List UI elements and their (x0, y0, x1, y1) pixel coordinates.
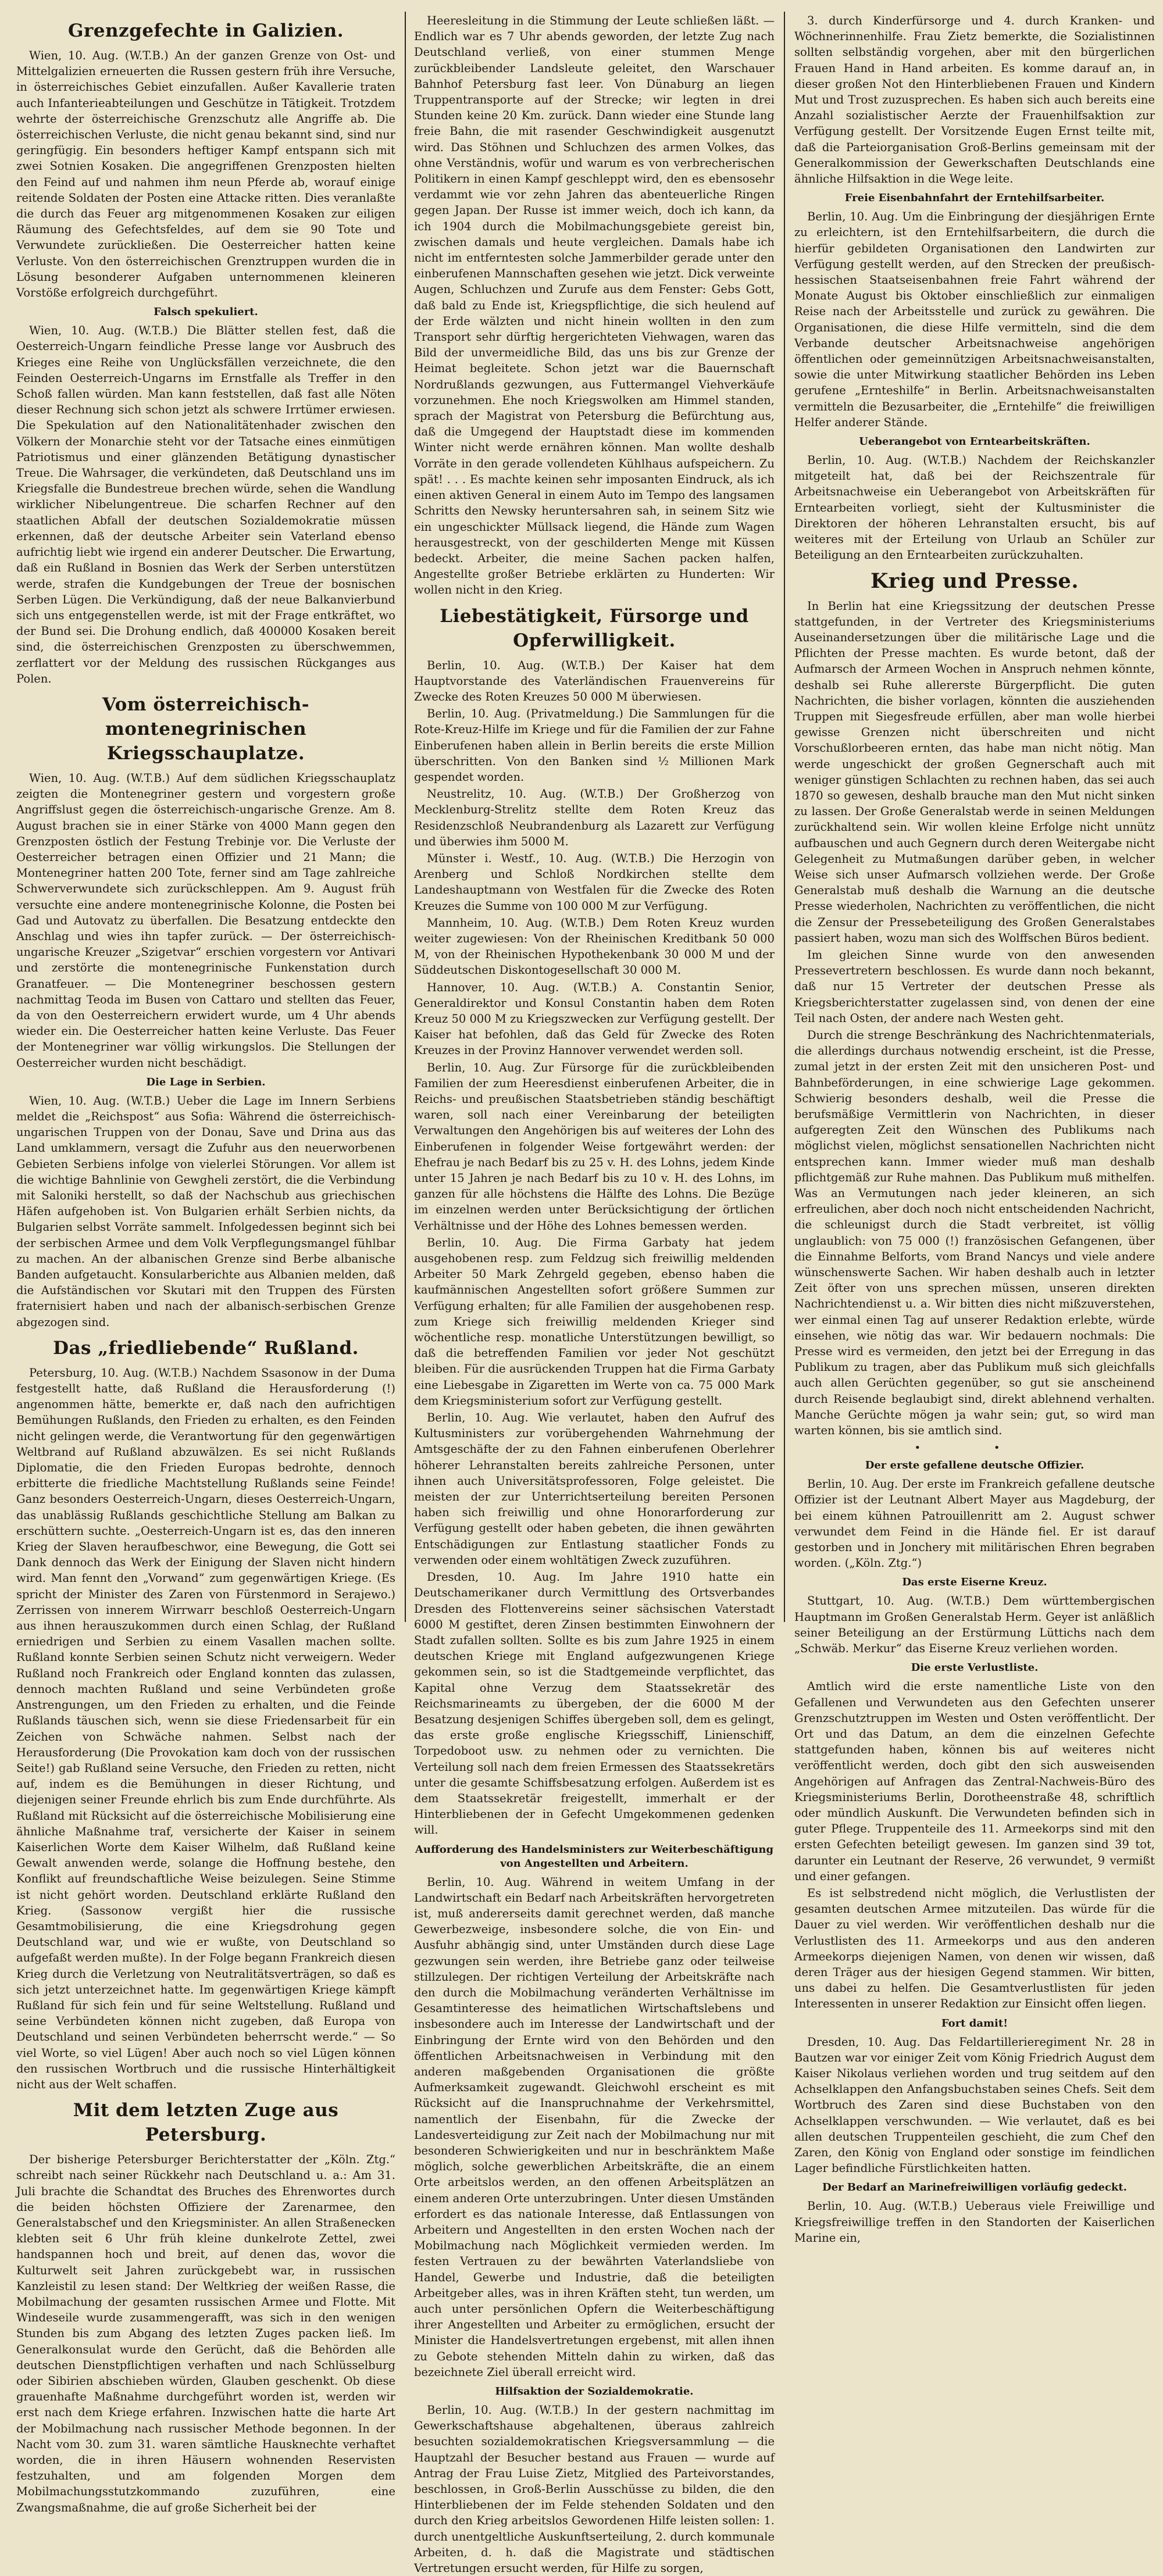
article-paragraph: Wien, 10. Aug. (W.T.B.) Die Blätter stellen fest, daß die Oesterreich-Ungarn feindliche Presse lange vor Ausbruch des Krieges eine Reihe von Unglücksfällen verzeichnete, die den Feinden Oesterreich-Ungarns im Ernstfalle als Treffer in den Schoß fallen würden. Man kann feststellen, daß fast alle Nöten dieser Rechnung sich schon jetzt als schwere Irrtümer erwiesen. Die Spekulation auf den Nationalitätenhader zwischen den Völkern der Monarchie steht vor der Tatsache eines einmütigen Patriotismus und einer glänzenden Betätigung dynastischer Treue. Die Wahrsager, die verkündeten, daß Deutschland uns im Kriegsfalle die Bundestreue brechen würde, sehen die Wandlung wirklicher Nibelungentreue. Die scharfen Rechner auf den staatlichen Abfall der deutschen Sozialdemokratie müssen erkennen, daß der deutsche Arbeiter sein Vaterland ebenso aufrichtig liebt wie irgend ein anderer Deutscher. Die Erwartung, daß ein Rußland in Bosnien das Werk der Serben unterstützen werde, strafen die Kundgebungen der Treue der bosnischen Serben Lügen. Die Verkündigung, daß der neue Balkanvierbund sich uns entgegenstellen werde, ist mit der Frage entkräftet, wo der Bund sei. Die Drohung endlich, daß 400000 Kosaken bereit sind, die österreichischen Grenzposten zu überschwemmen, zerflattert vor der Meldung des russischen Rückganges aus Polen. (16, 324, 395, 685)
article-paragraph: Berlin, 10. Aug. Während in weitem Umfang in der Landwirtschaft ein Bedarf nach Arbeitskräften hervorgetreten ist, muß andererseits damit gerechnet werden, daß manche Gewerbezweige, insbesondere solche, die von Ein- und Ausfuhr abhängig sind, unter Umständen durch diese Lage gezwungen sein werden, ihre Betriebe ganz oder teilweise stillzulegen. Der richtigen Verteilung der Arbeitskräfte nach den durch die Mobilmachung veränderten Verhältnisse im Gesamtinteresse des heimatlichen Wirtschaftslebens und insbesondere auch im Interesse der Landwirtschaft und der Einbringung der Ernte wird von den Behörden und den öffentlichen Arbeitsnachweisen in Verbindung mit den anderen maßgebenden Organisationen die größte Aufmerksamkeit zugewandt. Gleichwohl erscheint es mit Rücksicht auf die Inanspruchnahme der Verkehrsmittel, namentlich der Eisenbahn, für die Zwecke der Landesverteidigung zur Zeit nach der Mobilmachung nur mit besonderen Schwierigkeiten und nur in beschränktem Maße möglich, solche gewerblichen Arbeitskräfte, die an einem Orte arbeitslos werden, an den offenen Arbeitsplätzen an einem anderen Orte unterzubringen. Unter diesen Umständen erfordert es das nationale Interesse, daß Entlassungen von Arbeitern und Angestellten in den ersten Wochen nach der Mobilmachung nach Möglichkeit vermieden werden. Im festen Vertrauen zu der bewährten Vaterlandsliebe von Handel, Gewerbe und Industrie, daß die beteiligten Arbeitgeber alles, was in ihren Kräften steht, tun werden, um auch unter persönlichen Opfern die Weiterbeschäftigung ihrer Angestellten und Arbeiter zu ermöglichen, ersucht der Minister die Handelsvertretungen ergebenst, mit allen ihnen zu Gebote stehenden Mitteln dahin zu wirken, daß das bezeichnete Ziel überall erreicht wird. (414, 1875, 775, 2379)
article-paragraph: In Berlin hat eine Kriegssitzung der deutschen Presse stattgefunden, in der Vertreter des Kriegsministeriums Auseinandersetzungen über die militärische Lage und die Pflichten der Presse machten. Es wurde betont, daß der Aufmarsch der Armeen Wochen in Anspruch nehmen könnte, deshalb sei Ruhe allererste Bürgerpflicht. Die guten Nachrichten, die bisher vorlagen, könnten die ausziehenden Truppen mit Siegesfreude erfüllen, aber man wolle hierbei gewisse Grenzen nicht überschreiten und nicht Vorschußlorbeeren ernten, das habe man nicht nötig. Man werde ungeschickt der großen Gegnerschaft auch mit weniger günstigen Schlachten zu rechnen haben, das sei auch 1870 so gewesen, deshalb brauche man den Mut nicht sinken zu lassen. Der Große Generalstab werde in seinen Meldungen zurückhaltend sein. Wir wollen kleine Erfolge nicht unnütz aufbauschen und auch Gegnern durch deren Weitergabe nicht Gelegenheit zu Mutmaßungen darüber geben, in welcher Weise sich unser Aufmarsch vollziehen werde. Der Große Generalstab muß deshalb die Warnung an die deutsche Presse wiederholen, Nachrichten zu veröffentlichen, die nicht die Zensur der Pressebeteiligung des Großen Generalstabes passiert haben, wozu man sich des Wolffschen Büros bedient. (794, 599, 1155, 945)
heading-petersburg: Mit dem letzten Zuge aus Petersburg. (73, 2100, 339, 2146)
article-paragraph: Berlin, 10. Aug. Um die Einbringung der diesjährigen Ernte zu erleichtern, ist den Erntehilfsarbeitern, die durch die hierfür gebildeten Organisationen den Landwirten zur Verfügung gestellt werden, auf den Strecken der preußisch-hessischen Staatseisenbahnen freie Fahrt während der Monate August bis Oktober einschließlich zur einmaligen Reise nach der Arbeitsstelle und zurück zu gewähren. Die Organisationen, die diese Hilfe vermitteln, sind die dem Verbande deutscher Arbeitsnachweise angehörigen öffentlichen oder gemeinnützigen Arbeitsnachweisanstalten, sowie die unter Mitwirkung staatlicher Behörden ins Leben gerufene „Ernteshilfe“ in Berlin. Arbeitsnachweisanstalten vermitteln die Bezusarbeiter, die „Erntehilfe“ die freiwilligen Helfer anderer Stände. (794, 210, 1155, 429)
article-paragraph: Berlin, 10. Aug. (W.T.B.) Ueberaus viele Freiwillige und Kriegsfreiwillige treffen in den Standorten der Kaiserlichen Marine ein, (794, 2199, 1155, 2245)
heading-krieg-presse: Krieg und Presse. (870, 569, 1079, 593)
column-2 (408, 0, 780, 2575)
section-separator-ornament: • • (914, 1442, 1035, 1455)
article-paragraph: Berlin, 10. Aug. Wie verlautet, haben den Aufruf des Kultusministers zur vorübergehenden Wahrnehmung der Amtsgeschäfte der zu den Fahnen einberufenen Oberlehrer höherer Lehranstalten bereits zahlreiche Personen, unter ihnen auch Universitätsprofessoren, Folge geleistet. Die meisten der zur Unterrichtserteilung bereiten Personen haben sich freiwillig und ohne Honorarforderung zur Verfügung gestellt oder haben gebeten, die ihnen gewährten Entschädigungen zur Entlastung staatlicher Fonds zu verwenden oder einem wohltätigen Zweck zuzuführen. (414, 1411, 775, 1567)
article-paragraph: Berlin, 10. Aug. Zur Fürsorge für die zurückbleibenden Familien der zum Heeresdienst einberufenen Arbeiter, die in Reichs- und preußischen Staatsbetrieben ständig beschäftigt waren, soll nach einer Vereinbarung der beteiligten Verwaltungen den Angehörigen bis auf weiteres der Lohn des Einberufenen in folgender Weise fortgewährt werden: der Ehefrau je nach Bedarf bis zu 25 v. H. des Lohns, jedem Kinde unter 15 Jahren je nach Bedarf bis zu 10 v. H. des Lohns, im ganzen für alle höchstens die Hälfte des Lohns. Die Bezüge im einzelnen werden unter Berücksichtigung der örtlichen Verhältnisse und der Höhe des Lohnes bemessen werden. (414, 1060, 775, 1232)
article-subheading: Der erste gefallene deutsche Offizier. (865, 1459, 1084, 1472)
column-3 (789, 0, 1161, 2245)
heading-galizien: Grenzgefechte in Galizien. (67, 20, 344, 41)
article-paragraph: Wien, 10. Aug. (W.T.B.) Ueber die Lage im Innern Serbiens meldet die „Reichspost“ aus Sofia: Während die österreichisch-ungarischen Truppen von der Donau, Save und Drina aus das Land umklammern, versagt die Zufuhr aus den neuerworbenen Gebieten Serbiens infolge von vielerlei Störungen. Vor allem ist die wichtige Bahnlinie von Gewgheli zerstört, die die Verbindung mit Saloniki herstellt, so daß der Nachschub aus griechischen Häfen aufgehoben ist. Von Bulgarien erhält Serbien nichts, da Bulgarien selbst Vorräte sammelt. Infolgedessen beginnt sich bei der serbischen Armee und dem Volk Verpflegungsmangel fühlbar zu machen. An der albanischen Grenze sind Berbe albanische Banden aufgetaucht. Konsularberichte aus Albanien melden, daß die Aufständischen vor Skutari mit den Truppen des Fürsten fraternisiert haben und nach der albanisch-serbischen Grenze abgezogen sind. (16, 1094, 395, 1329)
heading-russland: Das „friedliebende“ Rußland. (53, 1337, 359, 1359)
article-paragraph: Wien, 10. Aug. (W.T.B.) An der ganzen Grenze von Ost- und Mittelgalizien erneuerten die Russen gestern früh ihre Versuche, in österreichisches Gebiet einzufallen. Außer Kavallerie traten auch Infanterieabteilungen und Geschütze in Tätigkeit. Trotzdem wehrte der österreichische Grenzschutz alle Angriffe ab. Die österreichischen Verluste, die nicht genau bekannt sind, sind nur geringfügig. Ein besonders heftiger Kampf entspann sich mit zwei Sotnien Kosaken. Die angegriffenen Grenzposten hielten den Feind auf und nahmen ihm neun Pferde ab, worauf einige reitende Soldaten der Posten eine Attacke ritten. Dies veranlaßte die durch das Feuer arg mitgenommenen Kosaken zur eiligen Räumung des Gefechtsfeldes, auf dem sie 90 Tote und Verwundete zurückließen. Die Oesterreicher hatten keine Verluste. Von den österreichischen Grenztruppen wurden die in Lösung besonderer Aufgaben unternommenen kleineren Vorstöße erfolgreich durchgeführt. (16, 49, 395, 300)
article-paragraph: Berlin, 10. Aug. (W.T.B.) Der Kaiser hat dem Hauptvorstande des Vaterländischen Frauenvereins für Zwecke des Roten Kreuzes 50 000 M überwiesen. (414, 658, 775, 703)
article-paragraph: Berlin, 10. Aug. (W.T.B.) Nachdem der Reichskanzler mitgeteilt hat, daß bei der Reichszentrale für Arbeitsnachweise ein Ueberangebot von Arbeitskräften für Erntearbeiten vorliegt, sieht der Kultusminister die Direktoren der höheren Lehranstalten ersucht, bis auf weiteres mit der Erteilung von Urlaub an Schüler zur Beteiligung an den Erntearbeiten zurückzuhalten. (794, 453, 1155, 562)
article-subheading: Falsch spekuliert. (154, 306, 258, 319)
article-subheading: Der Bedarf an Marinefreiwilligen vorläufig gedeckt. (822, 2181, 1127, 2194)
article-paragraph: Petersburg, 10. Aug. (W.T.B.) Nachdem Ssasonow in der Duma festgestellt hatte, daß Rußland die Herausforderung (!) angenommen hätte, bemerkte er, daß nach den aufrichtigen Bemühungen Rußlands, den Frieden zu erhalten, es den Feinden nicht gelingen werde, die Verantwortung für den gegenwärtigen Weltbrand auf Rußland abzuwälzen. Es sei nicht Rußlands Diplomatie, die den Frieden Europas bedrohte, dennoch erbitterte die friedliche Machtstellung Rußlands seine Feinde! Ganz besonders Oesterreich-Ungarn, dieses Oesterreich-Ungarn, das unablässig Rußlands geschichtliche Stellung am Balkan zu erschüttern suchte. „Oesterreich-Ungarn ist es, das den inneren Krieg der Slaven heraufbeschwor, eine Bewegung, die Gott sei Dank dennoch das Werk der Einigung der Slaven nicht hindern wird. Man fennt den „Vorwand“ zum gegenwärtigen Kriege. (Es spricht der Minister des Zaren von Fürstenmord in Serajewo.) Zerrissen von innerem Wirrwarr beschloß Oesterreich-Ungarn aus ihnen herauszukommen durch einen Schlag, der Rußland erniedrigen und Serbien zu einem Vasallen machen sollte. Rußland konnte Serbien seinen Schutz nicht verweigern. Weder Rußland noch Frankreich oder England konnten das zulassen, dennoch machten Rußland und seine Verbündeten große Anstrengungen, um den Frieden zu erhalten, und die Feinde Rußlands täuschen sich, wenn sie diese Friedensarbeit für ein Zeichen von Schwäche nahmen. Selbst nach der Herausforderung (Die Provokation kam doch von der russischen Seite!) gab Rußland seine Versuche, den Frieden zu retten, nicht auf, indem es die Bemühungen in dieser Richtung, und diejenigen seiner Freunde ehrlich bis zum Ende durchführte. Als Rußland mit Rücksicht auf die österreichische Mobilisierung eine ähnliche Maßnahme traf, versicherte der Kaiser in seinem Kaiserlichen Worte dem Kaiser Wilhelm, daß Rußland keine Gewalt anwenden werde, solange die Hoffnung bestehe, den Konflikt auf freundschaftliche Weise beizulegen. Seine Stimme ist nicht gehört worden. Deutschland erklärte Rußland den Krieg. (Sassonow vergißt hier die russische Gesamtmobilisierung, die eine Kriegsdrohung gegen Deutschland war, und wie er wußte, von Deutschland so aufgefaßt werden mußte). In der Folge begann Frankreich diesen Krieg durch die Verletzung von Neutralitätsverträgen, so daß es sich jetzt unterzeichnet hatte. Im gegenwärtigen Kriege kämpft Rußland für sich fein und für seine Weltstellung. Rußland und seine Verbündeten können nicht zugeben, daß Europa von Deutschland und seinen Verbündeten beherrscht werde.“ — So viel Worte, so viel Lügen! Aber auch noch so viel Lügen können den russischen Wortbruch und die russische Hinterhältigkeit nicht aus der Welt schaffen. (16, 1366, 395, 2091)
article-paragraph: Der bisherige Petersburger Berichterstatter der „Köln. Ztg.“ schreibt nach seiner Rückkehr nach Deutschland u. a.: Am 31. Juli brachte die Schandtat des Bruches des Ehrenwortes durch die beiden höchsten Offiziere der Zarenarmee, den Generalstabschef und den Kriegsminister. An allen Straßenecken klebten seit 6 Uhr früh kleine dunkelrote Zettel, zwei handspannen hoch und breit, auf denen das, wovor die Kulturwelt seit Jahren zurückgebebt war, in russischen Kanzleistil zu lesen stand: Der Weltkrieg der weißen Rasse, die Mobilmachung der gesamten russischen Armee und Flotte. Mit Windeseile wurde zusammengerafft, was sich in den wenigen Stunden bis zum Abgang des letzten Zuges packen ließ. Im Generalkonsulat wurde den Gerücht, daß die Behörden alle deutschen Dienstpflichtigen verhaften und nach Schlüsselburg oder Sibirien abschieben würden, Glauben geschenkt. Ob diese grauenhafte Maßnahme durchgeführt worden ist, werden wir erst nach dem Kriege erfahren. Inzwischen hatte die harte Art der Mobilmachung nach russischer Methode begonnen. In der Nacht vom 30. zum 31. waren sämtliche Hausknechte verhaftet worden, die in ihren Häusern wohnenden Reservisten festzuhalten, und am folgenden Morgen dem Mobilmachungsstutzkommando zuzuführen, eine Zwangsmaßnahme, die auf große Sicherheit bei der (16, 2153, 395, 2514)
article-paragraph: Durch die strenge Beschränkung des Nachrichtenmaterials, die allerdings durchaus notwendig erscheint, ist die Presse, zumal jetzt in der ersten Zeit mit den unsicheren Post- und Bahnbeförderungen, in eine schwierige Lage gekommen. Schwierig besonders deshalb, weil die Presse die berufsmäßige Vermittlerin von Nachrichten, in dieser aufgeregten Zeit den Wünschen des Publikums nach möglichst vielen, möglichst sensationellen Nachrichten nicht entsprechen kann. Immer wieder muß man deshalb pflichtgemäß zur Ruhe mahnen. Das Publikum muß mithelfen. Was an Vermutungen nach jeder kleineren, an sich erfreulichen, aber doch noch nicht entscheidenden Nachricht, die schleunigst durch die Stadt verbreitet, ist völlig unglaublich: von 75 000 (!) französischen Gefangenen, über die Einnahme Belforts, vom Brand Nancys und viele andere wünschenswerte Sachen. Wir haben deshalb auch in letzter Zeit öfter von uns sprechen müssen, unseren direkten Nachrichtendienst u. a. Wir bitten dies nicht mißzuverstehen, wer einmal einen Tag auf unserer Redaktion erlebte, würde einsehen, wie nötig das war. Wir bedauern nochmals: Die Presse wird es vermeiden, den jetzt bei der Erregung in das Publikum zu tragen, aber das Publikum muß sich gleichfalls auch allen Gerüchten gegenüber, so gut sie anscheinend durch Reisende beglaubigt sind, direkt ablehnend verhalten. Manche Gerüchte mögen ja wahr sein; gut, so wird man warten können, bis sie amtlich sind. (794, 1028, 1155, 1438)
article-paragraph: Hannover, 10. Aug. (W.T.B.) A. Constantin Senior, Generaldirektor und Konsul Constantin haben dem Roten Kreuz 50 000 M zu Kriegszwecken zur Verfügung gestellt. Der Kaiser hat befohlen, daß das Geld für Zwecke des Roten Kreuzes in der Provinz Hannover verwendet werden soll. (414, 980, 775, 1057)
column-divider (784, 12, 785, 1622)
article-paragraph: Es ist selbstredend nicht möglich, die Verlustlisten der gesamten deutschen Armee mitzuteilen. Das würde für die Dauer zu viel werden. Wir veröffentlichen deshalb nur die Verlustlisten des 11. Armeekorps und aus den anderen Armeekorps diejenigen Namen, von denen wir wissen, daß deren Träger aus der hiesigen Gegend stammen. Wir bitten, uns dabei zu helfen. Die Gesamtverlustlisten für jeden Interessenten in unserer Redaktion zur Einsicht offen liegen. (794, 1886, 1155, 2011)
article-subheading: Die Lage in Serbien. (146, 1076, 266, 1088)
article-subheading: Freie Eisenbahnfahrt der Erntehilfsarbeiter. (844, 192, 1105, 205)
article-paragraph: Mannheim, 10. Aug. (W.T.B.) Dem Roten Kreuz wurden weiter zugewiesen: Von der Rheinischen Kreditbank 50 000 M, von der Rheinischen Hypothekenbank 30 000 M und der Süddeutschen Diskontogesellschaft 30 000 M. (414, 916, 775, 977)
article-paragraph: Berlin, 10. Aug. Der erste im Frankreich gefallene deutsche Offizier ist der Leutnant Albert Mayer aus Magdeburg, der bei einem kühnen Patrouillenritt am 2. August schwer verwundet dem Feind in die Hände fiel. Er ist darauf gestorben und in Jonchery mit militärischen Ehren begraben worden. („Köln. Ztg.“) (794, 1477, 1155, 1570)
article-paragraph: Stuttgart, 10. Aug. (W.T.B.) Dem württembergischen Hauptmann im Großen Generalstab Herm. Geyer ist anläßlich seiner Beteiligung an der Erstürmung Lüttichs nach dem „Schwäb. Merkur“ das Eiserne Kreuz verliehen worden. (794, 1594, 1155, 1656)
article-paragraph: Dresden, 10. Aug. Im Jahre 1910 hatte ein Deutschamerikaner durch Vermittlung des Ortsverbandes Dresden des Flottenvereins seiner sächsischen Vaterstadt 6000 M gestiftet, deren Zinsen bestimmten Einwohnern der Stadt zufallen sollten. Sollte es bis zum Jahre 1925 in einem deutschen Kriege mit England aufgezwungenen Kriege gekommen sein, so ist die Stadtgemeinde verpflichtet, das Kapital ohne Verzug dem Staatssekretär des Reichsmarineamts zu übergeben, der die 6000 M der Besatzung desjenigen Schiffes übergeben soll, dem es gelingt, das erste große englische Kriegsschiff, Linienschiff, Torpedoboot usw. zu nehmen oder zu vernichten. Die Verteilung soll nach dem freien Ermessen des Staatssekretärs unter die gesamte Schiffsbesatzung erfolgen. Außerdem ist es dem Staatssekretär freigestellt, immerhalt er der Hinterbliebenen der in Gefecht Umgekommenen gedenken will. (414, 1570, 775, 1837)
article-paragraph: Münster i. Westf., 10. Aug. (W.T.B.) Die Herzogin von Arenberg und Schloß Nordkirchen stellte dem Landeshauptmann von Westfalen für die Zwecke des Roten Kreuzes die Summe von 100 000 M zur Verfügung. (414, 851, 775, 913)
article-subheading: Hilfsaktion der Sozialdemokratie. (495, 2385, 694, 2398)
article-subheading: Die erste Verlustliste. (911, 1662, 1039, 1674)
column-1 (10, 0, 401, 2514)
article-paragraph: Berlin, 10. Aug. Die Firma Garbaty hat jedem ausgehobenen resp. zum Feldzug sich freiwillig meldenden Arbeiter 50 Mark Zehrgeld gegeben, ebenso haben die kaufmännischen Angestellten sofort größere Summen zur Verfügung erhalten; für alle Familien der ausgehobenen resp. zum Kriege sich freiwillig meldenden Krieger sind wöchentliche resp. monatliche Unterstützungen bewilligt, so daß die betreffenden Familien vor jeder Not geschützt bleiben. Für die ausrückenden Truppen hat die Firma Garbaty eine Liebesgabe in Zigaretten im Werte von ca. 75 000 Mark dem Kriegsministerium sofort zur Verfügung gestellt. (414, 1235, 775, 1407)
article-paragraph: Neustrelitz, 10. Aug. (W.T.B.) Der Großherzog von Mecklenburg-Strelitz stellte dem Roten Kreuz das Residenzschloß Neubrandenburg als Lazarett zur Verfügung und überwies ihm 5000 M. (414, 787, 775, 848)
article-subheading: Das erste Eiserne Kreuz. (902, 1576, 1047, 1589)
article-subheading: Aufforderung des Handelsministers zur Weiterbeschäftigung von Angestellten und Arbeitern. (415, 1843, 774, 1870)
article-paragraph: Wien, 10. Aug. (W.T.B.) Auf dem südlichen Kriegsschauplatz zeigten die Montenegriner gestern und vorgestern große Angriffslust gegen die österreichisch-ungarische Grenze. Am 8. August brachen sie in einer Stärke von 4000 Mann gegen den Grenzposten östlich der Festung Trebinje vor. Die Verluste der Oesterreicher betragen einen Offizier und 21 Mann; die Montenegriner hatten 200 Tote, ferner sind am Tage zahlreiche Schwerverwundete sich zurückschleppen. Am 9. August früh versuchte eine andere montenegrinische Kolonne, die Posten bei Gad und Autovatz zu überfallen. Die Besatzung entdeckte den Anschlag und wies ihn tapfer zurück. — Der österreichisch-ungarische Kreuzer „Szigetvar“ erschien vorgestern vor Antivari und zerstörte die montenegrinische Funkenstation durch Granatfeuer. — Die Montenegriner beschossen gestern nachmittag Teoda im Busen von Cattaro und stellten das Feuer, da von den Oesterreichern erwidert wurde, um 4 Uhr abends wieder ein. Die Oesterreicher hatten keine Verluste. Das Feuer der Montenegriner war völlig wirkungslos. Die Stellungen der Oesterreicher wurden nicht beschädigt. (16, 771, 395, 1070)
heading-liebestaetigkeit: Liebestätigkeit, Fürsorge und Opferwilligkeit. (440, 605, 749, 651)
article-paragraph: Berlin, 10. Aug. (W.T.B.) In der gestern nachmittag im Gewerkschaftshause abgehaltenen, überaus zahlreich besuchten sozialdemokratischen Kriegsversammlung — die Hauptzahl der Besucher bestand aus Frauen — wurde auf Antrag der Frau Luise Zietz, Mitglied des Parteivorstandes, beschlossen, in Groß-Berlin Ausschüsse zu bilden, die den Hinterbliebenen der im Felde stehenden Soldaten und den durch den Krieg arbeitslos Gewordenen Hilfe leisten sollen: 1. durch unentgeltliche Auskunftserteilung, 2. durch kommunale Arbeiten, d. h. daß die Magistrate und städtischen Vertretungen ersucht werden, für Hilfe zu sorgen, (414, 2403, 775, 2575)
article-subheading: Fort damit! (941, 2017, 1008, 2030)
column-divider (405, 12, 406, 1622)
article-subheading: Ueberangebot von Erntearbeitskräften. (859, 435, 1090, 448)
article-paragraph: Heeresleitung in die Stimmung der Leute schließen läßt. — Endlich war es 7 Uhr abends geworden, der letzte Zug nach Deutschland verließ, von einer stummen Menge zurückbleibender Landsleute geleitet, den Warschauer Bahnhof Petersburg fast leer. Von Dünaburg an liegen Truppentransporte auf der Strecke; wir legten in drei Stunden keine 20 Km. zurück. Dann wieder eine Stunde lang freie Bahn, die mit rasender Geschwindigkeit ausgenutzt wird. Das Stöhnen und Schluchzen des armen Volkes, das ohne Verständnis, wofür und warum es von verbrecherischen Politikern in einen Kampf geschleppt wird, den es ebensosehr verdammt wie vor zehn Jahren das abenteuerliche Ringen gegen Japan. Der Russe ist immer weich, doch ich kann, da ich 1904 durch die Mobilmachungsgebiete gereist bin, zwischen damals und heute vergleichen. Damals habe ich nicht im entferntesten solche Jammerbilder gerade unter den einberufenen Mannschaften gesehen wie jetzt. Dick verweinte Augen, Schluchzen und Zurufe aus dem Fenster: Gebs Gott, daß bald zu Ende ist, Kriegspflichtige, die sich heulend auf der Erde wälzten und nicht hinein wollten in den zum Transport sehr dürftig hergerichteten Viehwagen, waren das Bild der unvermeidliche Bild, das uns bis zur Grenze der Heimat begleitete. Schon jetzt war die Bauernschaft Nordrußlands gezwungen, aus Futtermangel Viehverkäufe vorzunehmen. Ehe noch Kriegswolken am Himmel standen, sprach der Magistrat von Petersburg die Befürchtung aus, daß die Umgegend der Hauptstadt diese im kommenden Winter nicht werde ernähren können. Man wollte deshalb Vorräte in den gerade vollendeten Kühlhaus aufspeichern. Zu spät! . . . Es machte keinen sehr imposanten Eindruck, als ich einen aktiven General in einem Auto im Tempo des langsamen Schritts den Newsky heruntersahren sah, in seinem Sitz wie ein ungeschickter Müllsack liegend, die Hände zum Wagen herausgestreckt, von der geschilderten Menge mit Küssen bedeckt. Arbeiter, die meine Sachen packen halfen, Angestellte großer Betriebe erklärten zu Hunderten: Wir wollen nicht in den Krieg. (414, 14, 775, 597)
article-paragraph: Berlin, 10. Aug. (Privatmeldung.) Die Sammlungen für die Rote-Kreuz-Hilfe im Kriege und für die Familien der zur Fahne Einberufenen haben allein in Berlin bereits die erste Million überschritten. Von den Banken sind ½ Millionen Mark gespendet worden. (414, 707, 775, 784)
article-paragraph: Im gleichen Sinne wurde von den anwesenden Pressevertretern beschlossen. Es wurde dann noch bekannt, daß nur 15 Vertreter der deutschen Presse als Kriegsberichterstatter zugelassen sind, von denen der eine Teil nach Osten, der andere nach Westen geht. (794, 948, 1155, 1025)
article-paragraph: Amtlich wird die erste namentliche Liste von den Gefallenen und Verwundeten aus den Gefechten unserer Grenzschutztruppen im Westen und Osten veröffentlicht. Der Ort und das Datum, an dem die einzelnen Gefechte stattgefunden haben, können bis auf weiteres nicht veröffentlicht werden, doch gibt den sich ausweisenden Angehörigen auf Anfragen das Zentral-Nachweis-Büro des Kriegsministeriums Berlin, Dorotheenstraße 48, schriftlich oder mündlich Auskunft. Die Verwundeten befinden sich in guter Pflege. Truppenteile des 11. Armeekorps sind mit den ersten Gefechten beteiligt gewesen. Im ganzen sind 39 tot, darunter ein Leutnant der Reserve, 26 verwundet, 9 vermißt und einer gefangen. (794, 1680, 1155, 1883)
heading-montenegro: Vom österreichisch-montenegrinischen Kriegsschauplatze. (102, 694, 310, 764)
article-paragraph: Dresden, 10. Aug. Das Feldartillerieregiment Nr. 28 in Bautzen war vor einiger Zeit vom König Friedrich August dem Kaiser Nikolaus verliehen worden und trug seitdem auf den Achselklappen den Anfangsbuchstaben seines Chefs. Seit dem Wortbruch des Zaren sind diese Buchstaben von den Achselklappen verschwunden. — Wie verlautet, daß es bei allen deutschen Truppenteilen geschieht, die zum Chef den Zaren, den König von England oder sonstige im feindlichen Lager befindliche Fürstlichkeiten hatten. (794, 2035, 1155, 2175)
article-paragraph: 3. durch Kinderfürsorge und 4. durch Kranken- und Wöchnerinnenhilfe. Frau Zietz bemerkte, die Sozialistinnen sollten selbständig vorgehen, aber mit den bürgerlichen Frauen Hand in Hand arbeiten. Es komme darauf an, in dieser großen Not den Hinterbliebenen Frauen und Kindern Mut und Trost zuzusprechen. Es haben sich auch bereits eine Anzahl sozialistischer Aerzte der Frauenhilfsaktion zur Verfügung gestellt. Der Vorsitzende Eugen Ernst teilte mit, daß die Parteiorganisation Groß-Berlins gemeinsam mit der Generalkommission der Gewerkschaften Deutschlands eine ähnliche Hilfsaktion in die Wege leite. (794, 14, 1155, 186)
